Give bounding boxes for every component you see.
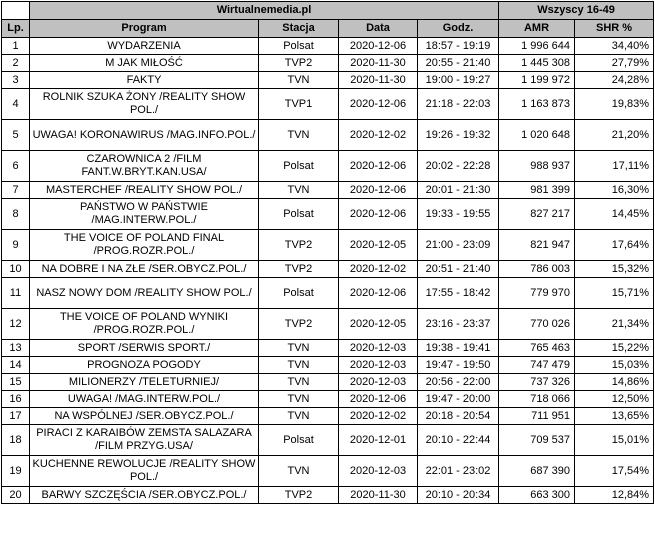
cell-program: CZAROWNICA 2 /FILM FANT.W.BRYT.KAN.USA/ <box>30 151 259 182</box>
cell-lp: 8 <box>2 199 30 230</box>
cell-program: MASTERCHEF /REALITY SHOW POL./ <box>30 182 259 199</box>
table-body <box>2 38 654 504</box>
cell-program: M JAK MIŁOŚĆ <box>30 55 259 72</box>
cell-godz: 20:51 - 21:40 <box>418 261 499 278</box>
cell-lp: 6 <box>2 151 30 182</box>
cell-godz: 23:16 - 23:37 <box>418 309 499 340</box>
cell-godz: 19:26 - 19:32 <box>418 120 499 151</box>
table-row <box>2 230 654 261</box>
cell-data: 2020-12-03 <box>339 374 418 391</box>
table-row <box>2 340 654 357</box>
cell-amr: 779 970 <box>499 278 575 309</box>
cell-stacja: TVP2 <box>259 230 339 261</box>
table-row <box>2 55 654 72</box>
cell-shr: 14,45% <box>575 199 654 230</box>
column-header-stacja: Stacja <box>259 20 339 38</box>
cell-amr: 709 537 <box>499 425 575 456</box>
cell-stacja: TVN <box>259 357 339 374</box>
cell-data: 2020-11-30 <box>339 72 418 89</box>
table-row <box>2 391 654 408</box>
cell-program: PROGNOZA POGODY <box>30 357 259 374</box>
cell-lp: 16 <box>2 391 30 408</box>
cell-data: 2020-12-05 <box>339 309 418 340</box>
cell-godz: 22:01 - 23:02 <box>418 456 499 487</box>
cell-program: FAKTY <box>30 72 259 89</box>
cell-stacja: Polsat <box>259 278 339 309</box>
cell-stacja: TVN <box>259 374 339 391</box>
cell-shr: 15,71% <box>575 278 654 309</box>
column-header-godz: Godz. <box>418 20 499 38</box>
cell-stacja: TVN <box>259 456 339 487</box>
cell-lp: 1 <box>2 38 30 55</box>
cell-program: MILIONERZY /TELETURNIEJ/ <box>30 374 259 391</box>
cell-amr: 711 951 <box>499 408 575 425</box>
table-row <box>2 309 654 340</box>
table-row <box>2 374 654 391</box>
cell-godz: 19:47 - 19:50 <box>418 357 499 374</box>
cell-shr: 12,84% <box>575 487 654 504</box>
cell-data: 2020-12-06 <box>339 151 418 182</box>
cell-shr: 34,40% <box>575 38 654 55</box>
cell-program: ROLNIK SZUKA ŻONY /REALITY SHOW POL./ <box>30 89 259 120</box>
cell-lp: 7 <box>2 182 30 199</box>
cell-data: 2020-12-06 <box>339 391 418 408</box>
cell-stacja: TVP1 <box>259 89 339 120</box>
cell-stacja: TVP2 <box>259 487 339 504</box>
cell-stacja: TVN <box>259 340 339 357</box>
cell-godz: 21:18 - 22:03 <box>418 89 499 120</box>
table-row <box>2 425 654 456</box>
cell-amr: 1 163 873 <box>499 89 575 120</box>
cell-lp: 3 <box>2 72 30 89</box>
cell-data: 2020-11-30 <box>339 55 418 72</box>
column-header-lp: Lp. <box>2 20 30 38</box>
table-row <box>2 357 654 374</box>
cell-lp: 12 <box>2 309 30 340</box>
cell-amr: 1 020 648 <box>499 120 575 151</box>
cell-lp: 10 <box>2 261 30 278</box>
cell-program: THE VOICE OF POLAND WYNIKI /PROG.ROZR.POL./ <box>30 309 259 340</box>
cell-amr: 770 026 <box>499 309 575 340</box>
cell-program: KUCHENNE REWOLUCJE /REALITY SHOW POL./ <box>30 456 259 487</box>
cell-data: 2020-12-06 <box>339 278 418 309</box>
cell-stacja: TVN <box>259 72 339 89</box>
column-header-data: Data <box>339 20 418 38</box>
audience-title: Wszyscy 16-49 <box>499 2 654 20</box>
cell-lp: 5 <box>2 120 30 151</box>
cell-amr: 1 445 308 <box>499 55 575 72</box>
cell-amr: 827 217 <box>499 199 575 230</box>
cell-program: PAŃSTWO W PAŃSTWIE /MAG.INTERW.POL./ <box>30 199 259 230</box>
cell-lp: 4 <box>2 89 30 120</box>
cell-godz: 20:55 - 21:40 <box>418 55 499 72</box>
ratings-table <box>1 1 654 504</box>
cell-lp: 20 <box>2 487 30 504</box>
table-group-header-row <box>2 2 654 20</box>
table-row <box>2 72 654 89</box>
cell-amr: 765 463 <box>499 340 575 357</box>
table-row <box>2 199 654 230</box>
cell-stacja: TVP2 <box>259 55 339 72</box>
cell-shr: 15,01% <box>575 425 654 456</box>
cell-program: THE VOICE OF POLAND FINAL /PROG.ROZR.POL./ <box>30 230 259 261</box>
cell-godz: 20:56 - 22:00 <box>418 374 499 391</box>
source-title: Wirtualnemedia.pl <box>30 2 499 20</box>
cell-data: 2020-12-01 <box>339 425 418 456</box>
cell-stacja: TVN <box>259 182 339 199</box>
cell-stacja: Polsat <box>259 199 339 230</box>
cell-data: 2020-11-30 <box>339 487 418 504</box>
table-row <box>2 261 654 278</box>
cell-shr: 14,86% <box>575 374 654 391</box>
cell-amr: 663 300 <box>499 487 575 504</box>
cell-shr: 15,32% <box>575 261 654 278</box>
cell-shr: 17,11% <box>575 151 654 182</box>
cell-lp: 13 <box>2 340 30 357</box>
table-row <box>2 120 654 151</box>
table-row <box>2 487 654 504</box>
cell-godz: 17:55 - 18:42 <box>418 278 499 309</box>
cell-godz: 19:33 - 19:55 <box>418 199 499 230</box>
cell-lp: 17 <box>2 408 30 425</box>
cell-data: 2020-12-02 <box>339 120 418 151</box>
cell-program: BARWY SZCZĘŚCIA /SER.OBYCZ.POL./ <box>30 487 259 504</box>
cell-amr: 821 947 <box>499 230 575 261</box>
cell-shr: 19,83% <box>575 89 654 120</box>
cell-stacja: Polsat <box>259 425 339 456</box>
cell-shr: 21,20% <box>575 120 654 151</box>
table-row <box>2 89 654 120</box>
cell-godz: 20:10 - 20:34 <box>418 487 499 504</box>
table-row <box>2 182 654 199</box>
cell-lp: 11 <box>2 278 30 309</box>
cell-godz: 20:02 - 22:28 <box>418 151 499 182</box>
cell-godz: 20:01 - 21:30 <box>418 182 499 199</box>
cell-lp: 14 <box>2 357 30 374</box>
table-row <box>2 278 654 309</box>
cell-shr: 24,28% <box>575 72 654 89</box>
cell-data: 2020-12-03 <box>339 456 418 487</box>
cell-data: 2020-12-06 <box>339 182 418 199</box>
cell-lp: 18 <box>2 425 30 456</box>
cell-stacja: TVP2 <box>259 261 339 278</box>
cell-data: 2020-12-06 <box>339 89 418 120</box>
cell-stacja: TVN <box>259 120 339 151</box>
table-column-header-row <box>2 20 654 38</box>
cell-data: 2020-12-06 <box>339 38 418 55</box>
table-row <box>2 38 654 55</box>
cell-data: 2020-12-02 <box>339 261 418 278</box>
cell-lp: 15 <box>2 374 30 391</box>
header-blank-cell <box>2 2 30 20</box>
cell-lp: 19 <box>2 456 30 487</box>
cell-program: UWAGA! /MAG.INTERW.POL./ <box>30 391 259 408</box>
cell-amr: 981 399 <box>499 182 575 199</box>
cell-data: 2020-12-02 <box>339 408 418 425</box>
cell-shr: 17,64% <box>575 230 654 261</box>
cell-godz: 21:00 - 23:09 <box>418 230 499 261</box>
cell-godz: 20:18 - 20:54 <box>418 408 499 425</box>
cell-lp: 2 <box>2 55 30 72</box>
cell-shr: 21,34% <box>575 309 654 340</box>
cell-amr: 687 390 <box>499 456 575 487</box>
cell-program: NA DOBRE I NA ZŁE /SER.OBYCZ.POL./ <box>30 261 259 278</box>
cell-data: 2020-12-03 <box>339 357 418 374</box>
table-row <box>2 151 654 182</box>
cell-shr: 27,79% <box>575 55 654 72</box>
cell-stacja: TVP2 <box>259 309 339 340</box>
cell-data: 2020-12-06 <box>339 199 418 230</box>
cell-amr: 1 199 972 <box>499 72 575 89</box>
cell-amr: 747 479 <box>499 357 575 374</box>
column-header-shr: SHR % <box>575 20 654 38</box>
cell-amr: 786 003 <box>499 261 575 278</box>
cell-shr: 12,50% <box>575 391 654 408</box>
cell-godz: 20:10 - 22:44 <box>418 425 499 456</box>
column-header-amr: AMR <box>499 20 575 38</box>
cell-stacja: TVN <box>259 391 339 408</box>
cell-program: NASZ NOWY DOM /REALITY SHOW POL./ <box>30 278 259 309</box>
cell-godz: 19:47 - 20:00 <box>418 391 499 408</box>
cell-program: PIRACI Z KARAIBÓW ZEMSTA SALAZARA /FILM PRZYG.USA/ <box>30 425 259 456</box>
cell-shr: 16,30% <box>575 182 654 199</box>
cell-data: 2020-12-03 <box>339 340 418 357</box>
cell-amr: 1 996 644 <box>499 38 575 55</box>
column-header-program: Program <box>30 20 259 38</box>
cell-stacja: Polsat <box>259 151 339 182</box>
cell-shr: 15,22% <box>575 340 654 357</box>
table-row <box>2 456 654 487</box>
cell-program: SPORT /SERWIS SPORT./ <box>30 340 259 357</box>
cell-amr: 718 066 <box>499 391 575 408</box>
cell-stacja: Polsat <box>259 38 339 55</box>
cell-program: NA WSPÓLNEJ /SER.OBYCZ.POL./ <box>30 408 259 425</box>
cell-shr: 15,03% <box>575 357 654 374</box>
cell-shr: 13,65% <box>575 408 654 425</box>
cell-amr: 988 937 <box>499 151 575 182</box>
cell-lp: 9 <box>2 230 30 261</box>
cell-godz: 19:38 - 19:41 <box>418 340 499 357</box>
cell-amr: 737 326 <box>499 374 575 391</box>
cell-godz: 18:57 - 19:19 <box>418 38 499 55</box>
cell-program: WYDARZENIA <box>30 38 259 55</box>
cell-program: UWAGA! KORONAWIRUS /MAG.INFO.POL./ <box>30 120 259 151</box>
cell-shr: 17,54% <box>575 456 654 487</box>
cell-data: 2020-12-05 <box>339 230 418 261</box>
cell-godz: 19:00 - 19:27 <box>418 72 499 89</box>
cell-stacja: TVN <box>259 408 339 425</box>
table-row <box>2 408 654 425</box>
